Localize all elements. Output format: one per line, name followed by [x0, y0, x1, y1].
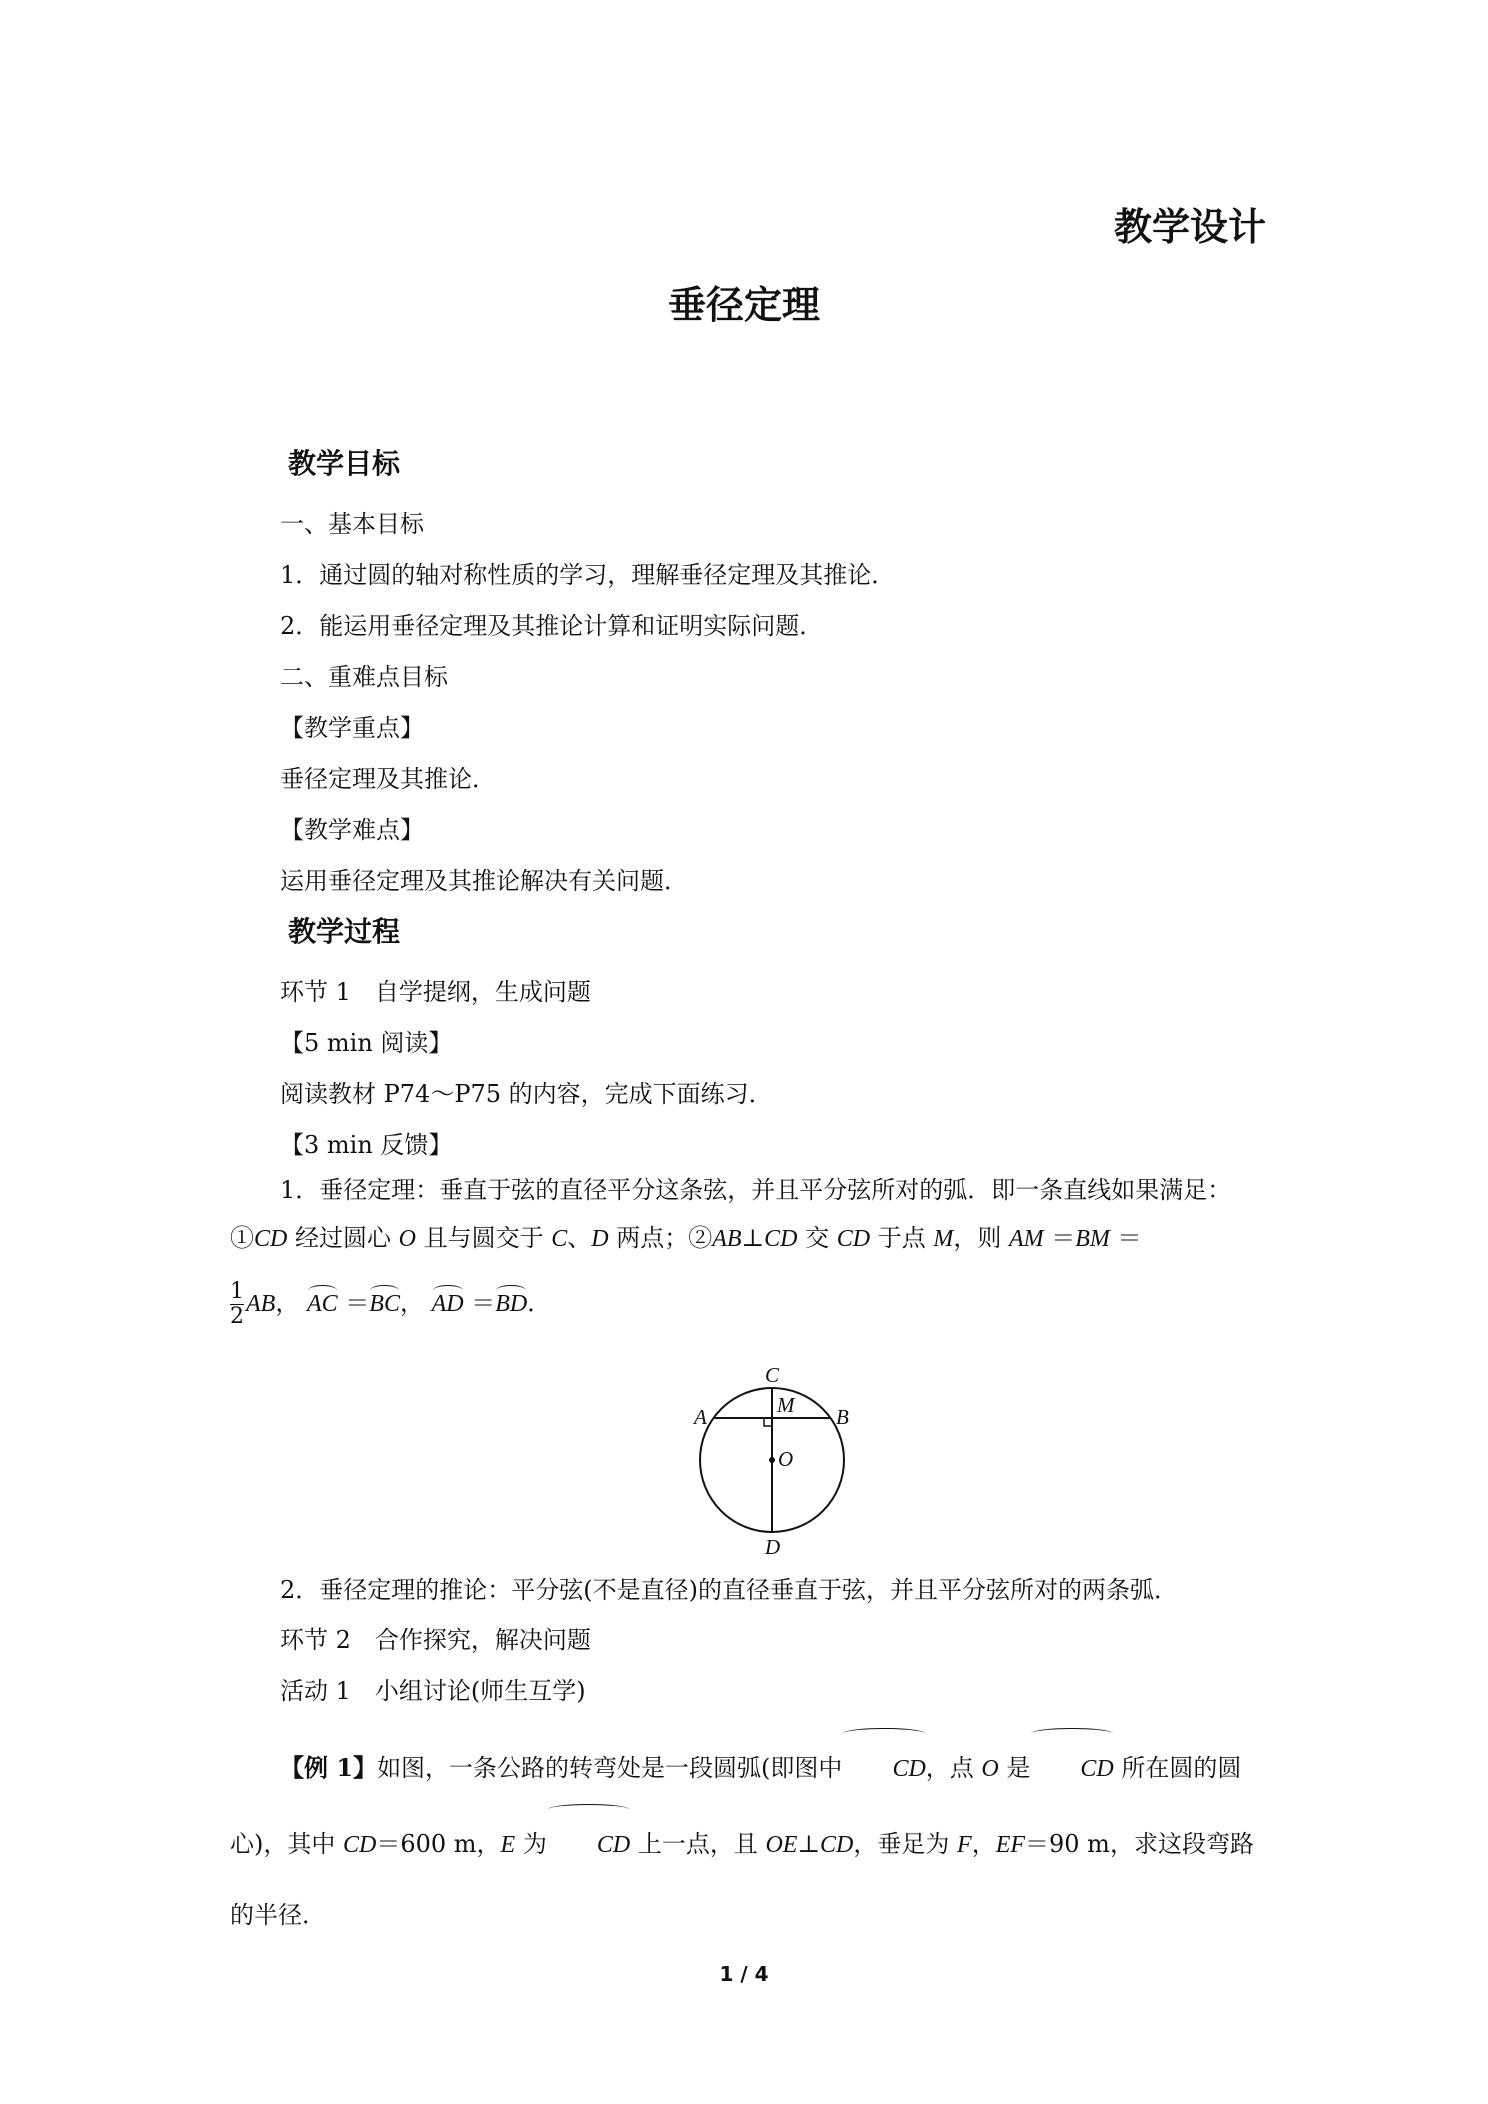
section-heading-objectives: 教学目标	[288, 447, 401, 480]
section-heading-process: 教学过程	[288, 915, 401, 948]
label-B: B	[836, 1405, 849, 1429]
document-label: 教学设计	[1113, 205, 1266, 249]
difficulty-label: 【教学难点】	[280, 816, 424, 844]
feedback-label: 【3 min 反馈】	[280, 1131, 453, 1159]
key-objectives-heading: 二、重难点目标	[280, 663, 448, 691]
basic-objectives-heading: 一、基本目标	[280, 510, 424, 538]
arc-CD: CD	[547, 1804, 630, 1880]
circle-diagram	[680, 1360, 860, 1560]
stage-heading: 环节 2 合作探究，解决问题	[280, 1626, 591, 1654]
arc-BD: BD	[495, 1285, 527, 1318]
label-C: C	[765, 1363, 780, 1387]
arc-BC: BC	[369, 1285, 400, 1318]
difficulty-text: 运用垂径定理及其推论解决有关问题．	[280, 867, 688, 895]
focus-text: 垂径定理及其推论．	[280, 765, 496, 793]
label-M: M	[777, 1393, 795, 1417]
page-number: 1 / 4	[719, 1962, 769, 1986]
example-1-paragraph: 【例 1】如图，一条公路的转弯处是一段圆弧(即图中 CD，点 O 是 CD 所在圆的圆心)，其中 CD＝600 m，E 为 CD 上一点，且 OE⊥CD，垂足为 F，EF＝90 m，求这段弯路的半径．	[230, 1728, 1270, 1950]
right-angle-mark	[764, 1418, 772, 1426]
label-O: O	[778, 1447, 794, 1471]
objective-item: 1．通过圆的轴对称性质的学习，理解垂径定理及其推论．	[280, 561, 896, 589]
label-A: A	[694, 1405, 707, 1429]
theorem-formula-line: $\frac{1}{2}$ AB， AC ＝BC， AD ＝BD．	[230, 1279, 552, 1329]
activity-heading: 活动 1 小组讨论(师生互学)	[280, 1677, 586, 1705]
focus-label: 【教学重点】	[280, 714, 424, 742]
arc-CD: CD	[842, 1728, 925, 1804]
label-D: D	[765, 1535, 781, 1559]
stage-heading: 环节 1 自学提纲，生成问题	[280, 978, 591, 1006]
corollary-text: 2．垂径定理的推论：平分弦(不是直径)的直径垂直于弦，并且平分弦所对的两条弧．	[280, 1576, 1178, 1604]
center-point	[769, 1457, 775, 1463]
fraction-one-half: $\frac{1}{2}$	[230, 1279, 244, 1329]
theorem-paragraph: 1．垂径定理：垂直于弦的直径平分这条弦，并且平分弦所对的弧．即一条直线如果满足：①CD 经过圆心 O 且与圆交于 C、D 两点；②AB⊥CD 交 CD 于点 M，则 AM ＝BM ＝	[230, 1176, 1232, 1252]
arc-CD: CD	[1030, 1728, 1113, 1804]
arc-AD: AD	[432, 1285, 464, 1318]
objective-item: 2．能运用垂径定理及其推论计算和证明实际问题．	[280, 612, 824, 640]
page-title: 垂径定理	[667, 283, 820, 327]
example-label: 【例 1】	[280, 1753, 378, 1782]
arc-AC: AC	[307, 1285, 338, 1318]
read-label: 【5 min 阅读】	[280, 1029, 453, 1057]
read-text: 阅读教材 P74～P75 的内容，完成下面练习．	[280, 1080, 773, 1108]
